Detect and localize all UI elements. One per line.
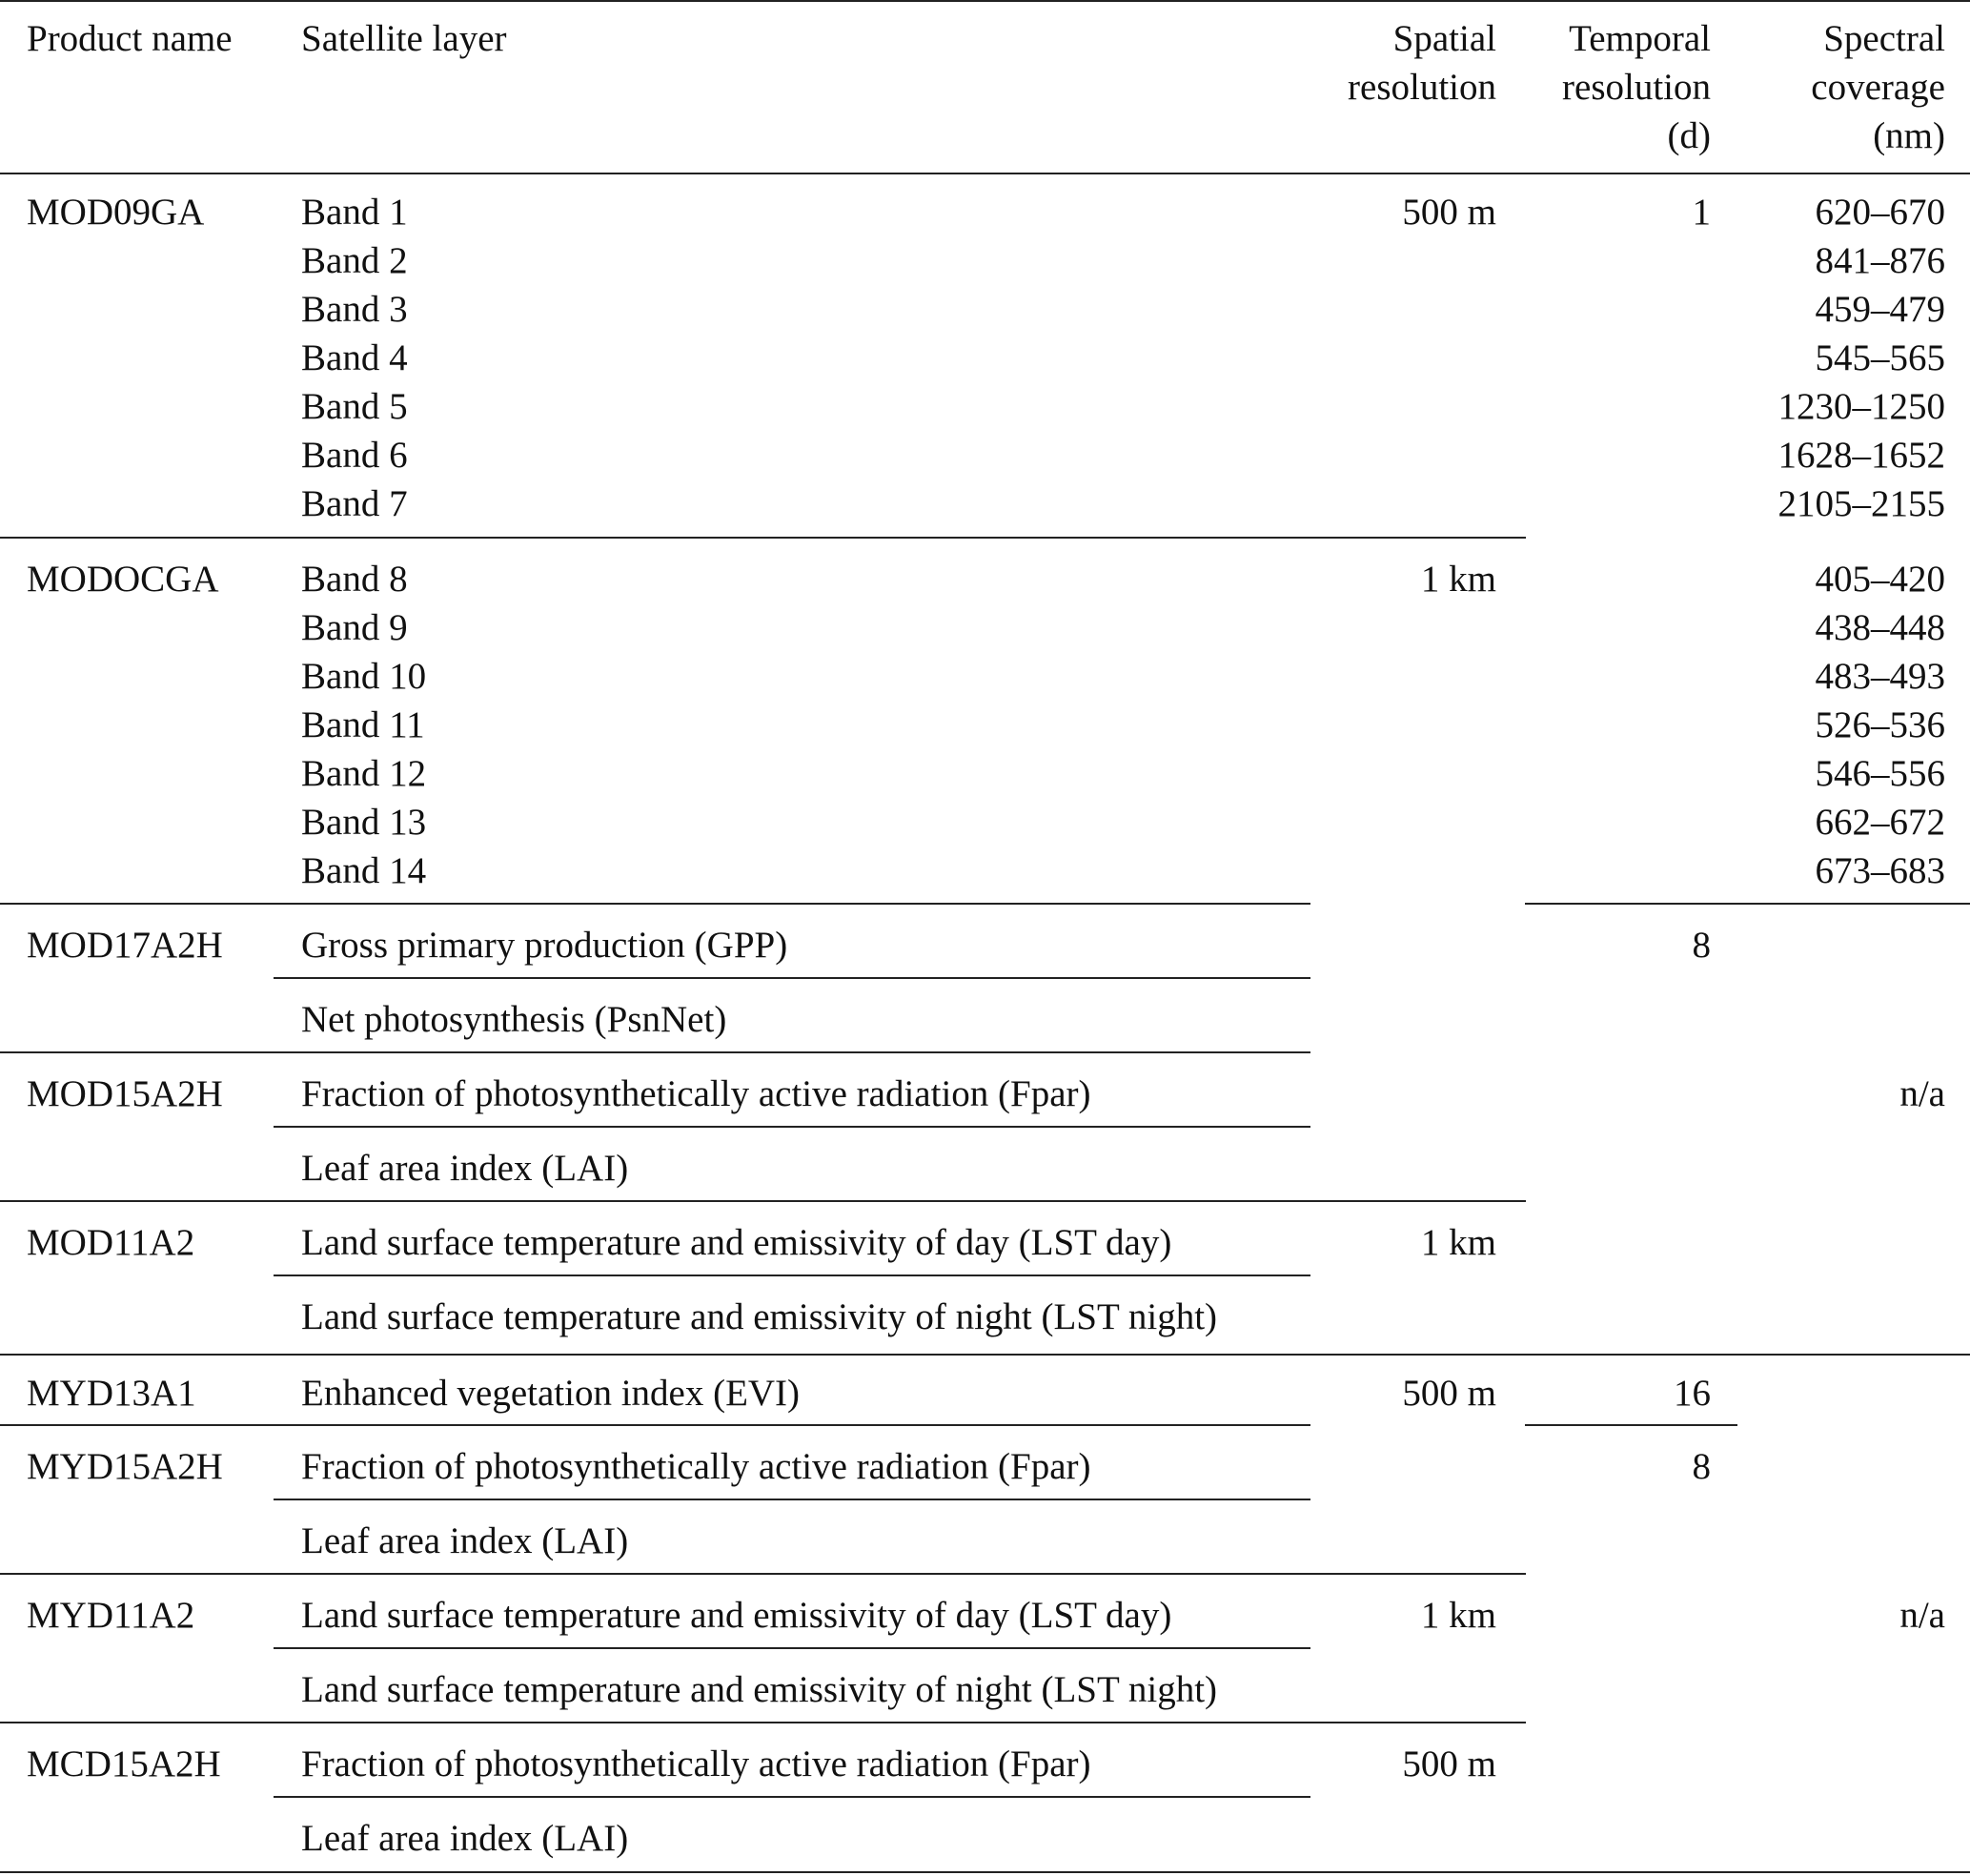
spatial-cell: 1 km — [1420, 1222, 1496, 1263]
layer-cell: Band 8 — [301, 559, 408, 600]
layer-cell: Band 10 — [301, 656, 427, 697]
header-temporal: (d) — [1667, 115, 1711, 156]
row-rule — [1525, 1424, 1737, 1426]
layer-cell: Land surface temperature and emissivity of day (LST day) — [301, 1222, 1172, 1263]
row-rule — [274, 1126, 1310, 1128]
product-cell: MOD17A2H — [27, 925, 223, 966]
row-rule — [0, 1722, 1526, 1723]
row-rule — [274, 1274, 1310, 1276]
row-rule — [274, 1796, 1310, 1798]
layer-cell: Fraction of photosynthetically active radiation (Fpar) — [301, 1073, 1091, 1114]
spectral-cell: 405–420 — [1815, 559, 1945, 600]
product-cell: MOD11A2 — [27, 1222, 195, 1263]
header-spectral: Spectral — [1823, 18, 1945, 59]
header-spectral: coverage — [1811, 67, 1945, 108]
row-rule — [0, 1200, 1526, 1202]
spectral-cell: 459–479 — [1815, 289, 1945, 330]
header-spatial: resolution — [1348, 67, 1496, 108]
layer-cell: Land surface temperature and emissivity of night (LST night) — [301, 1296, 1218, 1337]
layer-cell: Band 5 — [301, 386, 408, 427]
header-temporal: Temporal — [1569, 18, 1711, 59]
layer-cell: Band 2 — [301, 240, 408, 281]
row-rule — [0, 1573, 1526, 1575]
section-rule — [0, 1354, 1970, 1356]
product-cell: MOD15A2H — [27, 1073, 223, 1114]
product-cell: MYD11A2 — [27, 1595, 195, 1636]
row-rule — [0, 1051, 1310, 1053]
spectral-cell: 1628–1652 — [1777, 435, 1945, 476]
layer-cell: Net photosynthesis (PsnNet) — [301, 999, 727, 1040]
row-rule — [0, 1424, 1310, 1426]
row-rule — [1525, 903, 1970, 905]
header-layer: Satellite layer — [301, 18, 507, 59]
spatial-cell: 1 km — [1420, 1595, 1496, 1636]
spectral-cell: 662–672 — [1815, 802, 1945, 843]
top-rule — [0, 0, 1970, 2]
layer-cell: Band 12 — [301, 753, 427, 794]
spatial-cell: 1 km — [1420, 559, 1496, 600]
spectral-cell: 1230–1250 — [1777, 386, 1945, 427]
layer-cell: Enhanced vegetation index (EVI) — [301, 1373, 801, 1414]
product-cell: MYD15A2H — [27, 1446, 223, 1487]
product-cell: MYD13A1 — [27, 1373, 196, 1414]
spatial-cell: 500 m — [1402, 1373, 1496, 1414]
layer-cell: Band 6 — [301, 435, 408, 476]
layer-cell: Band 9 — [301, 607, 408, 648]
spectral-cell: n/a — [1899, 1595, 1945, 1636]
layer-cell: Band 1 — [301, 192, 408, 233]
header-product: Product name — [27, 18, 233, 59]
layer-cell: Band 3 — [301, 289, 408, 330]
spatial-cell: 500 m — [1402, 1743, 1496, 1784]
layer-cell: Band 7 — [301, 483, 408, 524]
layer-cell: Band 11 — [301, 704, 425, 745]
layer-cell: Land surface temperature and emissivity of day (LST day) — [301, 1595, 1172, 1636]
header-spatial: Spatial — [1392, 18, 1496, 59]
temporal-cell: 1 — [1692, 192, 1711, 233]
header-rule — [0, 173, 1970, 174]
spectral-cell: 546–556 — [1815, 753, 1945, 794]
spectral-cell: 841–876 — [1815, 240, 1945, 281]
product-cell: MCD15A2H — [27, 1743, 221, 1784]
layer-cell: Land surface temperature and emissivity of night (LST night) — [301, 1669, 1218, 1710]
layer-cell: Band 4 — [301, 337, 408, 378]
layer-cell: Leaf area index (LAI) — [301, 1818, 629, 1859]
layer-cell: Leaf area index (LAI) — [301, 1148, 629, 1189]
row-rule — [274, 1647, 1310, 1649]
layer-cell: Fraction of photosynthetically active radiation (Fpar) — [301, 1743, 1091, 1784]
product-cell: MOD09GA — [27, 192, 205, 233]
layer-cell: Band 14 — [301, 850, 427, 891]
layer-cell: Band 13 — [301, 802, 427, 843]
temporal-cell: 8 — [1692, 925, 1711, 966]
spectral-cell: n/a — [1899, 1073, 1945, 1114]
bottom-rule — [0, 1871, 1970, 1873]
spatial-cell: 500 m — [1402, 192, 1496, 233]
row-rule — [0, 537, 1526, 539]
spectral-cell: 526–536 — [1815, 704, 1945, 745]
spectral-cell: 673–683 — [1815, 850, 1945, 891]
spectral-cell: 438–448 — [1815, 607, 1945, 648]
row-rule — [274, 1499, 1310, 1500]
temporal-cell: 8 — [1692, 1446, 1711, 1487]
layer-cell: Leaf area index (LAI) — [301, 1520, 629, 1561]
row-rule — [0, 903, 1310, 905]
temporal-cell: 16 — [1674, 1373, 1711, 1414]
layer-cell: Fraction of photosynthetically active radiation (Fpar) — [301, 1446, 1091, 1487]
product-cell: MODOCGA — [27, 559, 219, 600]
header-spectral: (nm) — [1873, 115, 1945, 156]
layer-cell: Gross primary production (GPP) — [301, 925, 788, 966]
spectral-cell: 620–670 — [1815, 192, 1945, 233]
header-temporal: resolution — [1562, 67, 1711, 108]
spectral-cell: 545–565 — [1815, 337, 1945, 378]
spectral-cell: 2105–2155 — [1777, 483, 1945, 524]
spectral-cell: 483–493 — [1815, 656, 1945, 697]
row-rule — [274, 977, 1310, 979]
